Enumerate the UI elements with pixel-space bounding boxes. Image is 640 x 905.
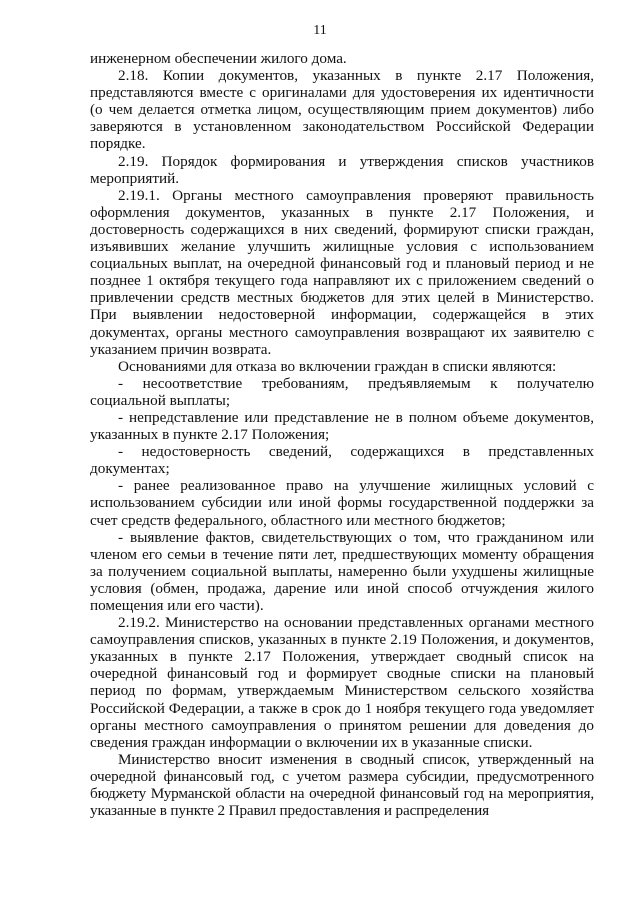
page-number: 11 xyxy=(313,23,327,38)
list-item-prior-right: - ранее реализованное право на улучшение жилищных условий с использованием субсидии или иной формы государственной поддержки за счет средств федерального, областного или местного бюджетов; xyxy=(90,477,594,529)
list-item-unreliable-info: - недостоверность сведений, содержащихся в представленных документах; xyxy=(90,443,594,478)
paragraph-continuation: инженерном обеспечении жилого дома. xyxy=(90,50,347,67)
list-item-deliberate-worsening: - выявление фактов, свидетельствующих о том, что гражданином или членом его семьи в течение пяти лет, предшествующих моменту обращения за получением социальной выплаты, намеренно были ухудшены жилищные условия (обмен, продажа, дарение или иной способ отчуждения жилого помещения или его части). xyxy=(90,528,594,614)
list-item-noncompliance: - несоответствие требованиям, предъявляемым к получателю социальной выплаты; xyxy=(90,374,594,409)
paragraph-2-19: 2.19. Порядок формирования и утверждения списков участников мероприятий. xyxy=(90,152,594,187)
paragraph-2-19-2: 2.19.2. Министерство на основании представленных органами местного самоуправления списков, указанных в пункте 2.19 Положения, и документов, указанных в пункте 2.17 Положения, утверждает сводный список на очередной финансовый год и формирует сводные списки на плановый период по формам, утверждаемым Министерством сельского хозяйства Российской Федерации, а также в срок до 1 ноября текущего года уведомляет органы местного самоуправления о принятом решении для доведения до сведения граждан информации о включении их в указанные списки. xyxy=(90,614,594,751)
paragraph-2-19-1: 2.19.1. Органы местного самоуправления проверяют правильность оформления документов, указанных в пункте 2.17 Положения, и достоверность содержащихся в них сведений, формируют списки граждан, изъявивших желание улучшить жилищные условия с использованием социальных выплат, на очередной финансовый год и плановый период и не позднее 1 октября текущего года направляют их с приложением сведений о привлечении средств местных бюджетов для этих целей в Министерство. При выявлении недостоверной информации, содержащейся в этих документах, органы местного самоуправления возвращают их заявителю с указанием причин возврата. xyxy=(90,186,594,358)
paragraph-ministry-changes: Министерство вносит изменения в сводный список, утвержденный на очередной финансовый год, с учетом размера субсидии, предусмотренного бюджету Мурманской области на очередной финансовый год на мероприятия, указанные в пункте 2 Правил предоставления и распределения xyxy=(90,750,594,820)
paragraph-refusal-grounds: Основаниями для отказа во включении граждан в списки являются: xyxy=(118,357,557,375)
document-body xyxy=(90,50,594,819)
paragraph-2-18: 2.18. Копии документов, указанных в пункте 2.17 Положения, представляются вместе с оригиналами для удостоверения их идентичности (о чем делается отметка лицом, осуществляющим прием документов) либо заверяются в установленном законодательством Российской Федерации порядке. xyxy=(90,67,594,153)
list-item-incomplete-documents: - непредставление или представление не в полном объеме документов, указанных в пункте 2.17 Положения; xyxy=(90,408,594,444)
